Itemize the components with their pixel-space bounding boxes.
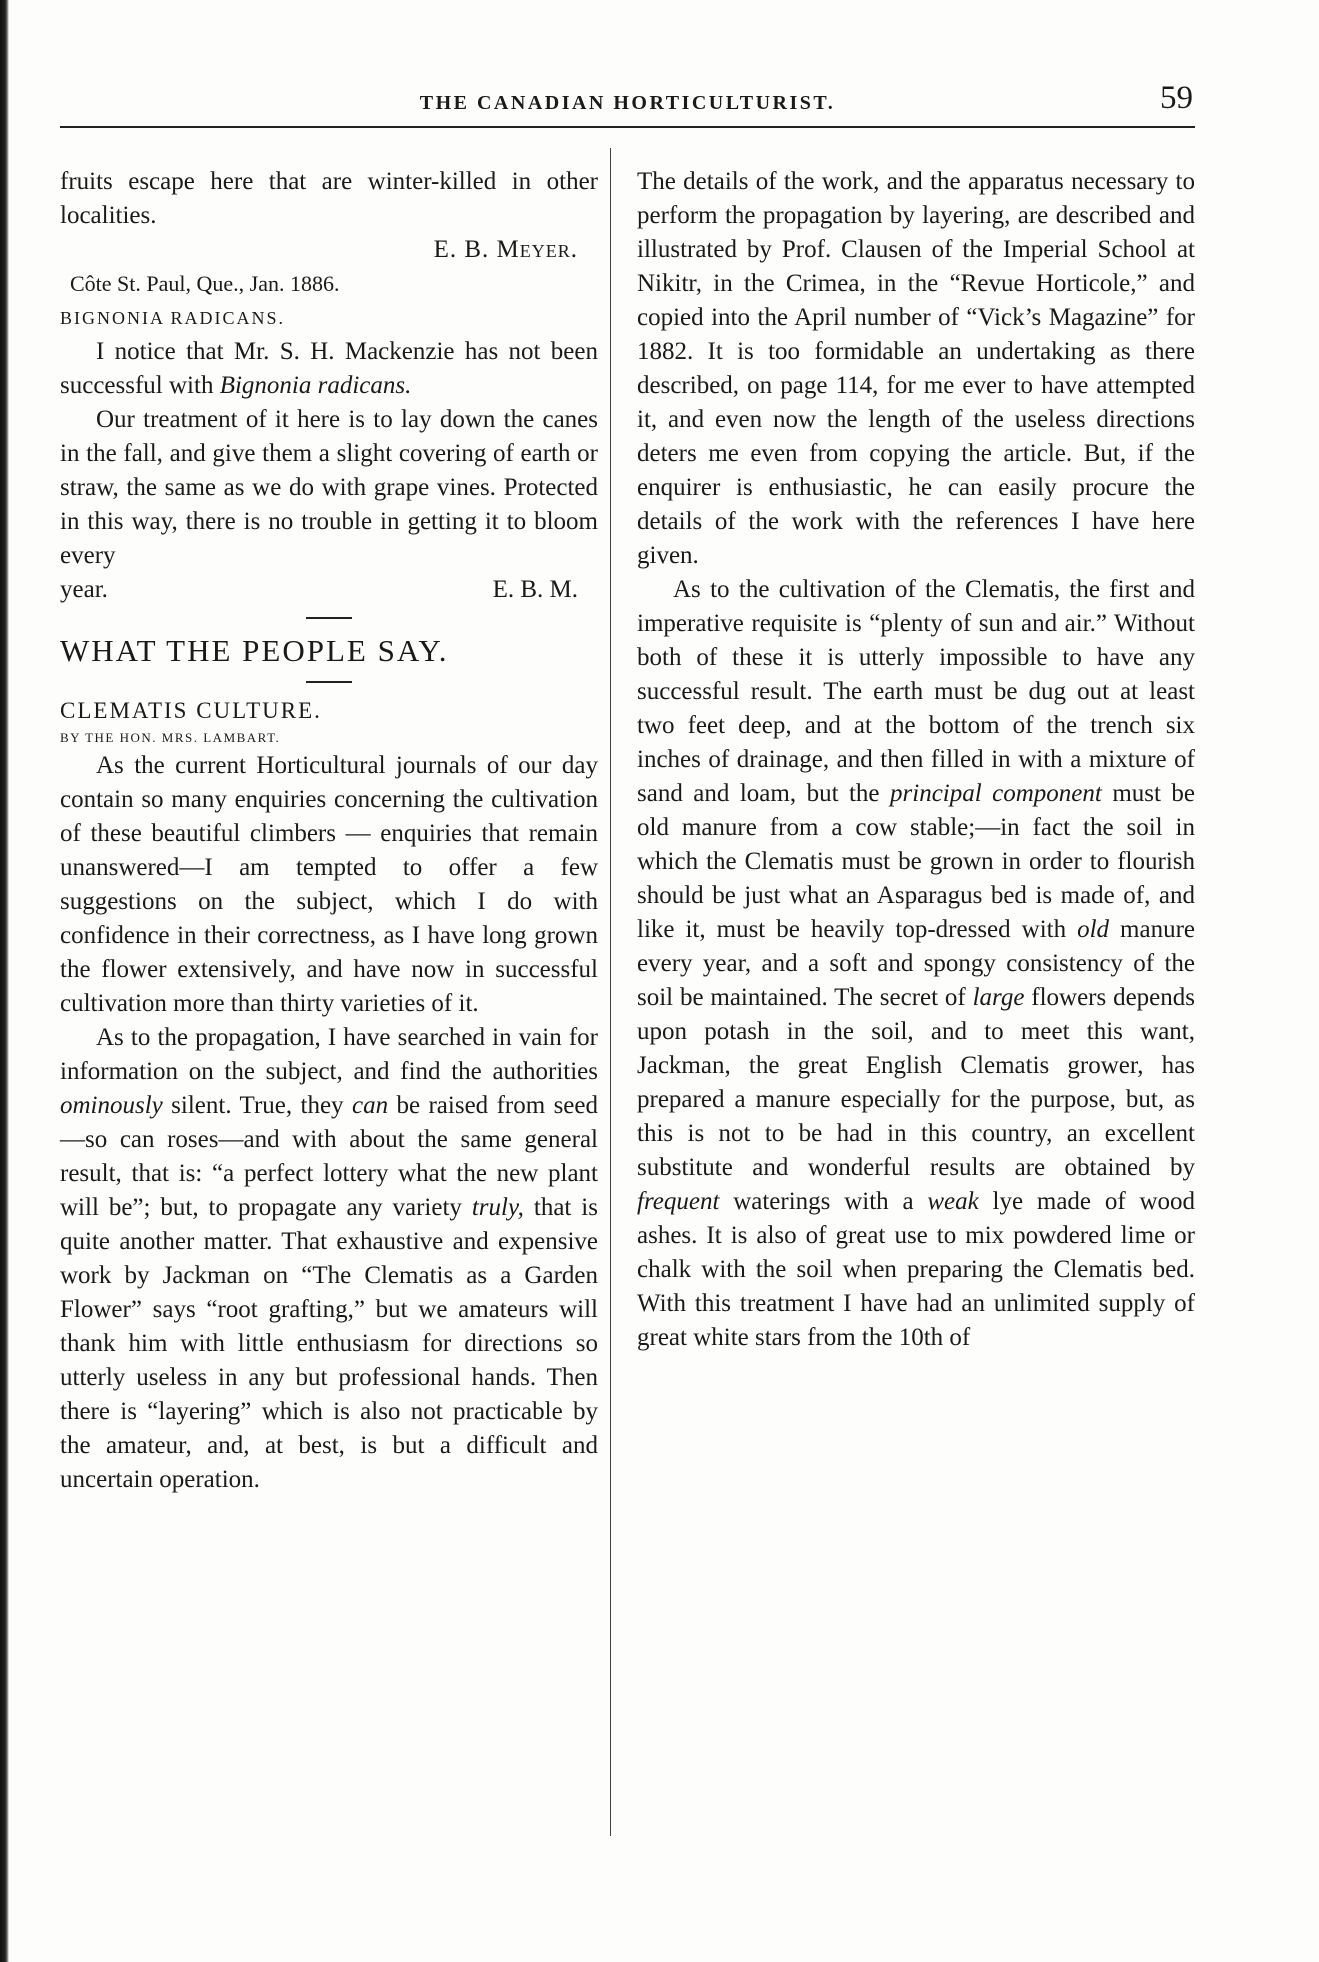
bignonia-heading: BIGNONIA RADICANS.: [60, 308, 286, 328]
article-p2-italic-3: truly,: [471, 1194, 524, 1221]
meyer-dateline: Côte St. Paul, Que., Jan. 1886.: [70, 271, 340, 296]
section-title: WHAT THE PEOPLE SAY.: [60, 633, 449, 668]
right-p2-italic-4: frequent: [637, 1188, 720, 1215]
right-p2-italic-3: large: [972, 984, 1025, 1011]
bignonia-signature-line: [60, 573, 598, 607]
right-p2-text-d: flowers depends upon potash in the soil, and to meet this want, Jackman, the great English Clematis grower, has prepared a manure especially for the purpose, but, as this is not to be had in this country, an excellent substitute and wonderful results are obtained by: [637, 984, 1195, 1181]
page-header: [60, 80, 1195, 124]
right-p2-italic-2: old: [1077, 916, 1110, 943]
running-title: THE CANADIAN HORTICULTURIST.: [419, 92, 836, 114]
bignonia-last-word: year.: [60, 576, 108, 603]
bignonia-paragraph-2: Our treatment of it here is to lay down the canes in the fall, and give them a slight covering of earth or straw, the same as we do with grape vines. Protected in this way, there is no trouble in getting it to bloom every: [60, 406, 598, 569]
page-binding-edge: [0, 0, 9, 1962]
meyer-signature: E. B. Meyer.: [433, 236, 578, 263]
column-divider: [610, 148, 611, 1836]
right-paragraph-2: [637, 573, 1195, 1355]
header-rule: [60, 126, 1195, 128]
article-title: CLEMATIS CULTURE.: [60, 698, 322, 723]
bignonia-p1-italic: Bignonia radicans.: [219, 372, 412, 399]
article-p2-text-a: As to the propagation, I have searched in vain for information on the subject, and find the authorities: [60, 1024, 598, 1085]
article-p2-text-c: be raised from seed—so can roses—and with about the same general result, that is: “a perfect lottery what the new plant will be”; but, to propagate any variety: [60, 1092, 598, 1221]
right-p2-italic-1: principal component: [890, 780, 1102, 807]
bignonia-p1-text: I notice that Mr. S. H. Mackenzie has not been successful with: [60, 338, 598, 399]
section-rule-2: [306, 681, 352, 683]
right-paragraph-1: The details of the work, and the apparatus necessary to perform the propagation by layering, are described and illustrated by Prof. Clausen of the Imperial School at Nikitr, in the Crimea, in the “Revue Horticole,” and copied into the April number of “Vick’s Magazine” for 1882. It is too formidable an undertaking as there described, on page 114, for me ever to have attempted it, and even now the length of the useless directions deters me even from copying the article. But, if the enquirer is enthusiastic, he can easily procure the details of the work with the references I have here given.: [637, 168, 1195, 569]
article-p2-italic-2: can: [351, 1092, 389, 1119]
right-p2-text-e: waterings with a: [719, 1188, 928, 1215]
right-p2-text-b: must be old manure from a cow stable;—in fact the soil in which the Clematis must be grown in order to flourish should be just what an Asparagus bed is made of, and like it, must be heavily top-dressed with: [637, 780, 1196, 943]
right-p2-text-c: manure every year, and a soft and spongy consistency of the soil be maintained. The secret of: [637, 916, 1196, 1011]
article-p2-text-b: silent. True, they: [162, 1092, 352, 1119]
bignonia-signature: E. B. M.: [492, 576, 578, 603]
meyer-signature-line: [60, 233, 598, 267]
article-paragraph-2: [60, 1021, 598, 1497]
section-rule-1: [306, 617, 352, 619]
article-paragraph-1: As the current Horticultural journals of our day contain so many enquiries concerning the cultivation of these beautiful climbers — enquiries that remain unanswered—I am tempted to offer a few suggestions on the subject, which I do with confidence in their correctness, as I have long grown the flower extensively, and have now in successful cultivation more than thirty varieties of it.: [60, 752, 598, 1017]
right-p2-text-a: As to the cultivation of the Clematis, the first and imperative requisite is “plenty of sun and air.” Without both of these it is utterly impossible to have any successful result. The earth must be dug out at least two feet deep, and at the bottom of the trench six inches of drainage, and then filled in with a mixture of sand and loam, but the: [637, 576, 1195, 807]
article-p2-text-d: that is quite another matter. That exhaustive and expensive work by Jackman on “The Clematis as a Garden Flower” says “root grafting,” but we amateurs will thank him with little enthusiasm for directions so utterly useless in any but professional hands. Then there is “layering” which is also not practicable by the amateur, and, at best, is but a difficult and uncertain operation.: [60, 1194, 598, 1493]
right-column: [637, 165, 1195, 1355]
right-p2-text-f: lye made of wood ashes. It is also of great use to mix powdered lime or chalk with the soil when preparing the Clematis bed. With this treatment I have had an unlimited supply of great white stars from the 10th of: [637, 1188, 1195, 1351]
article-byline: BY THE HON. MRS. LAMBART.: [60, 730, 281, 745]
page-number: 59: [1160, 80, 1193, 116]
article-p2-italic-1: ominously: [60, 1092, 163, 1119]
meyer-letter-text: fruits escape here that are winter-killed in other localities.: [60, 168, 598, 229]
bignonia-paragraph-1: [60, 335, 598, 403]
left-column: [60, 165, 598, 1497]
right-p2-italic-5: weak: [927, 1188, 979, 1215]
